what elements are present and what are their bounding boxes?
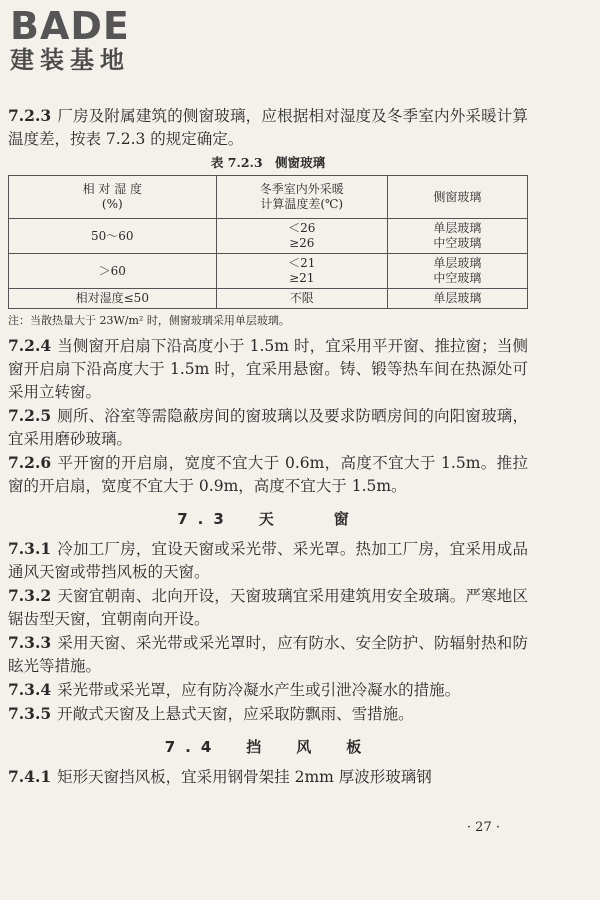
clause-text: 天窗宜朝南、北向开设，天窗玻璃宜采用建筑用安全玻璃。严寒地区锯齿型天窗，宜朝南向开设。	[8, 587, 528, 628]
table-row	[9, 219, 528, 254]
clause-number: 7.3.4	[8, 680, 52, 699]
clause-number: 7.4.1	[8, 767, 52, 786]
page-content	[8, 104, 528, 789]
table-cell: 单层玻璃	[387, 289, 527, 309]
clause-text: 冷加工厂房，宜设天窗或采光带、采光罩。热加工厂房，宜采用成品通风天窗或带挡风板的天窗。	[8, 540, 528, 581]
clause-7-2-3	[8, 104, 528, 151]
clause-7-3-2	[8, 584, 528, 631]
page-number: · 27 ·	[466, 820, 500, 835]
clause-text: 开敞式天窗及上悬式天窗，应采取防飘雨、雪措施。	[57, 705, 414, 723]
clause-number: 7.2.3	[8, 106, 52, 125]
table-row	[9, 254, 528, 289]
clause-text: 采用天窗、采光带或采光罩时，应有防水、安全防护、防辐射热和防眩光等措施。	[8, 634, 528, 675]
clause-text: 厕所、浴室等需隐蔽房间的窗玻璃以及要求防晒房间的向阳窗玻璃，宜采用磨砂玻璃。	[8, 407, 528, 448]
clause-7-2-4	[8, 334, 528, 404]
table-cell: ＞60	[9, 254, 217, 289]
header-humidity: 相 对 湿 度 (%)	[9, 176, 217, 219]
table-note: 注：当散热量大于 23W/m² 时，侧窗玻璃采用单层玻璃。	[8, 314, 290, 327]
clause-7-2-6	[8, 451, 528, 498]
clause-text: 当侧窗开启扇下沿高度小于 1.5m 时，宜采用平开窗、推拉窗；当侧窗开启扇下沿高度大于 1.5m 时，宜采用悬窗。铸、锻等热车间在热源处可采用立转窗。	[8, 337, 528, 401]
table-cell: 单层玻璃 中空玻璃	[387, 219, 527, 254]
table-caption: 表 7.2.3 侧窗玻璃	[210, 155, 326, 170]
clause-text: 厂房及附属建筑的侧窗玻璃，应根据相对湿度及冬季室内外采暖计算温度差，按表 7.2.3 的规定确定。	[8, 107, 528, 148]
table-cell: 单层玻璃 中空玻璃	[387, 254, 527, 289]
logo	[10, 6, 180, 74]
clause-number: 7.2.5	[8, 406, 52, 425]
clause-number: 7.2.6	[8, 453, 52, 472]
header-temp-diff: 冬季室内外采暖 计算温度差(℃)	[216, 176, 387, 219]
clause-7-4-1	[8, 765, 528, 789]
section-heading-7-4: 7.4 挡 风 板	[164, 738, 372, 756]
table-cell: 相对湿度≤50	[9, 289, 217, 309]
clause-text: 矩形天窗挡风板，宜采用钢骨架挂 2mm 厚波形玻璃钢	[57, 768, 432, 786]
table-cell: 不限	[216, 289, 387, 309]
table-row	[9, 289, 528, 309]
clause-7-3-4	[8, 678, 528, 702]
clause-number: 7.3.3	[8, 633, 52, 652]
table-header-row	[9, 176, 528, 219]
clause-number: 7.3.1	[8, 539, 52, 558]
clause-text: 采光带或采光罩，应有防冷凝水产生或引泄冷凝水的措施。	[57, 681, 461, 699]
table-cell: 50～60	[9, 219, 217, 254]
logo-wordmark: BADE	[10, 4, 130, 48]
header-glass-type: 侧窗玻璃	[387, 176, 527, 219]
logo-subtitle: 建装基地	[10, 46, 130, 74]
section-heading-7-3: 7.3 天 窗	[177, 510, 359, 528]
table-cell: ＜21 ≥21	[216, 254, 387, 289]
clause-number: 7.3.5	[8, 704, 52, 723]
clause-text: 平开窗的开启扇，宽度不宜大于 0.6m，高度不宜大于 1.5m。推拉窗的开启扇，宽度不宜大于 0.9m，高度不宜大于 1.5m。	[8, 454, 528, 495]
clause-number: 7.3.2	[8, 586, 52, 605]
clause-number: 7.2.4	[8, 336, 52, 355]
side-window-glass-table	[8, 175, 528, 309]
table-cell: ＜26 ≥26	[216, 219, 387, 254]
clause-7-3-5	[8, 702, 528, 726]
clause-7-3-3	[8, 631, 528, 678]
clause-7-3-1	[8, 537, 528, 584]
clause-7-2-5	[8, 404, 528, 451]
